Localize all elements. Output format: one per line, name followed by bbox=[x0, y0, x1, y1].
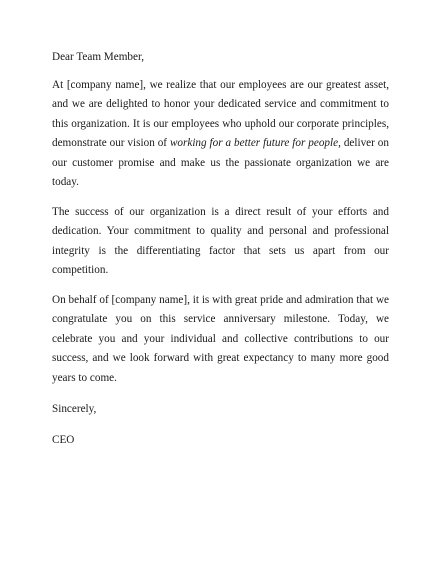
salutation: Dear Team Member, bbox=[52, 51, 145, 63]
paragraph-2: The success of our organization is a direct result of your efforts and dedication. Your commitment to quality and personal and professional integrity is the differentiating factor that sets us apart from our competition. bbox=[52, 205, 389, 276]
paragraph-1 bbox=[52, 76, 389, 193]
letter-body bbox=[52, 48, 389, 450]
paragraph-3: On behalf of [company name], it is with great pride and admiration that we congratulate you on this service anniversary milestone. Today, we celebrate you and your individual and collective contributions to our success, and we look forward with great expectancy to many more good years to come. bbox=[52, 293, 389, 384]
closing: Sincerely, bbox=[52, 403, 97, 415]
paragraph-1-text-end: deliver on our customer promise and make us the passionate organization we are today. bbox=[52, 137, 389, 188]
signature: CEO bbox=[52, 433, 75, 446]
paragraph-1-emphasis: working for a better future for people, bbox=[169, 137, 341, 149]
paragraph-1-text-start: At [company name], we realize that our employees are our greatest asset, and we are delighted to honor your dedicated service and commitment to this organization. It is our employees who uphold our corporate principles, demonstrate our vision of bbox=[52, 78, 389, 149]
